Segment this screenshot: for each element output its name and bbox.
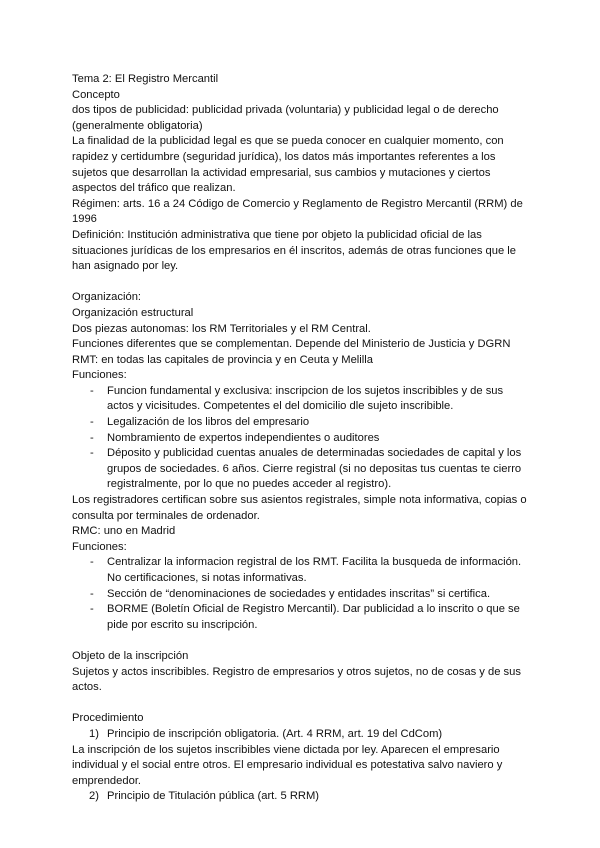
list-item: - Centralizar la informacion registral de los RMT. Facilita la busqueda de información. No certificaciones, si notas informativas.	[72, 555, 532, 586]
spacer	[72, 275, 532, 291]
section-heading-concepto: Concepto	[72, 88, 120, 101]
list-item-text: Principio de inscripción obligatoria. (Art. 4 RRM, art. 19 del CdCom)	[107, 727, 443, 740]
list-item-text: Principio de Titulación pública (art. 5 RRM)	[107, 790, 320, 803]
list-item: - BORME (Boletín Oficial de Registro Mercantil). Dar publicidad a lo inscrito o que se pide por escrito su inscripción.	[72, 602, 532, 633]
paragraph-tipos-publicidad: dos tipos de publicidad: publicidad privada (voluntaria) y publicidad legal o de derecho (generalmente obligatoria)	[72, 104, 499, 132]
list-number: 2)	[89, 790, 99, 803]
text-rmt: RMT: en todas las capitales de provincia y en Ceuta y Melilla	[72, 353, 373, 366]
section-heading-organizacion: Organización:	[72, 291, 142, 304]
section-heading-objeto: Objeto de la inscripción	[72, 649, 189, 662]
list-funciones-rmt	[72, 384, 532, 493]
paragraph-registradores: Los registradores certifican sobre sus asientos registrales, simple nota informativa, copias o consulta por terminales de ordenador.	[72, 494, 527, 522]
spacer	[72, 696, 532, 712]
paragraph-objeto: Sujetos y actos inscribibles. Registro de empresarios y otros sujetos, no de cosas y de sus actos.	[72, 665, 521, 694]
list-item	[72, 789, 532, 805]
text-funciones-diferentes: Funciones diferentes que se complementan. Depende del Ministerio de Justicia y DGRN	[72, 338, 511, 351]
list-item: - Sección de “denominaciones de sociedades y entidades inscritas” si certifica.	[72, 587, 532, 603]
spacer	[72, 633, 532, 649]
list-item: - Nombramiento de expertos independientes o auditores	[72, 431, 532, 447]
section-heading-procedimiento: Procedimiento	[72, 712, 144, 725]
text-rmc: RMC: uno en Madrid	[72, 525, 176, 538]
text-dos-piezas: Dos piezas autonomas: los RM Territoriales y el RM Central.	[72, 322, 371, 335]
document-title: Tema 2: El Registro Mercantil	[72, 73, 219, 85]
list-procedimiento-1	[72, 727, 532, 743]
paragraph-finalidad: La finalidad de la publicidad legal es que se pueda conocer en cualquier momento, con rapidez y certidumbre (seguridad jurídica), los datos más importantes referentes a los sujetos que desarrollan la actividad empresarial, sus cambios y mutaciones y ciertos aspectos del tráfico que realizan.	[72, 135, 504, 195]
list-number: 1)	[89, 727, 99, 740]
paragraph-definicion: Definición: Institución administrativa que tiene por objeto la publicidad oficial de las situaciones jurídicas de los empresarios en él inscritos, además de otras funciones que le han asignado por ley.	[72, 228, 517, 273]
list-item: - Legalización de los libros del empresario	[72, 415, 532, 431]
subheading-organizacion-estructural: Organización estructural	[72, 306, 194, 319]
list-item: - Déposito y publicidad cuentas anuales de determinadas sociedades de capital y los grupos de sociedades. 6 años. Cierre registral (si no depositas tus cuentas te cierro registralmente, por lo que no puedes acceder al registro).	[72, 446, 532, 493]
paragraph-inscripcion: La inscripción de los sujetos inscribibles viene dictada por ley. Aparecen el empresario individual y el social entre otros. El empresario individual es potestativa salvo naviero y emprendedor.	[72, 743, 503, 787]
list-funciones-rmc	[72, 555, 532, 633]
list-item: - Funcion fundamental y exclusiva: inscripcion de los sujetos inscribibles y de sus actos y vicisitudes. Competentes el del domicilio dle sujeto inscribible.	[72, 384, 532, 415]
list-procedimiento-2	[72, 789, 532, 805]
paragraph-regimen: Régimen: arts. 16 a 24 Código de Comercio y Reglamento de Registro Mercantil (RRM) de 1996	[72, 197, 523, 226]
document-body	[72, 72, 532, 805]
label-funciones-rmt: Funciones:	[72, 369, 127, 382]
list-item	[72, 727, 532, 743]
label-funciones-rmc: Funciones:	[72, 540, 127, 553]
